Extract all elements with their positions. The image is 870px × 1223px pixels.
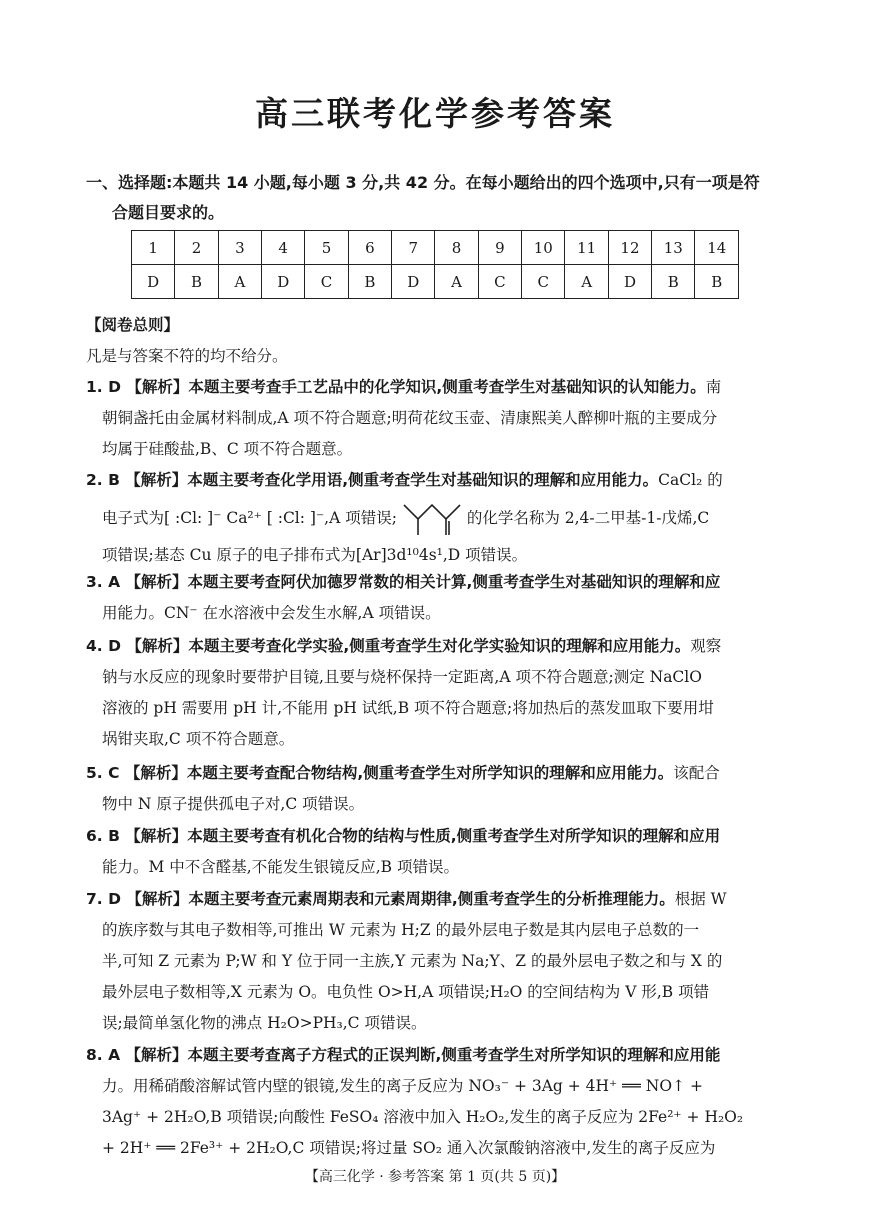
question-number-cell: 1 <box>132 231 175 265</box>
grading-rules <box>86 310 798 372</box>
solution-line: 5. C 【解析】本题主要考查配合物结构,侧重考查学生对所学知识的理解和应用能力。该配合 <box>86 764 720 782</box>
question-number-cell: 3 <box>218 231 261 265</box>
answer-cell: C <box>305 265 348 299</box>
solution-line: 物中 N 原子提供孤电子对,C 项错误。 <box>102 795 365 813</box>
solution-line: 的族序数与其电子数相等,可推出 W 元素为 H;Z 的最外层电子数是其内层电子总数的一 <box>102 921 700 939</box>
answer-letter-row <box>132 265 739 299</box>
solution-4 <box>86 631 798 755</box>
solution-1 <box>86 372 798 465</box>
solution-line: 7. D 【解析】本题主要考查元素周期表和元素周期律,侧重考查学生的分析推理能力。根据 W <box>86 890 727 908</box>
skeletal-structure-icon <box>402 501 462 537</box>
question-number-cell: 8 <box>435 231 478 265</box>
solution-line: 电子式为[ :Cl: ]⁻ Ca²⁺ [ :Cl: ]⁻,A 项错误; 的化学名称为 2,4-二甲基-1-戊烯,C <box>86 496 798 540</box>
question-number-cell: 13 <box>652 231 695 265</box>
answer-cell: D <box>392 265 435 299</box>
solution-line: + 2H⁺ ══ 2Fe³⁺ + 2H₂O,C 项错误;将过量 SO₂ 通入次氯酸钠溶液中,发生的离子反应为 <box>102 1139 716 1157</box>
answer-cell: A <box>435 265 478 299</box>
answer-cell: A <box>218 265 261 299</box>
solution-line: 朝铜盏托由金属材料制成,A 项不符合题意;明荷花纹玉壶、清康熙美人醉柳叶瓶的主要成分 <box>102 409 718 427</box>
question-number-cell: 9 <box>478 231 521 265</box>
rules-heading: 【阅卷总则】 <box>86 316 180 334</box>
section-heading <box>86 168 806 228</box>
solution-8 <box>86 1040 798 1164</box>
question-number-cell: 11 <box>565 231 608 265</box>
answer-cell: D <box>608 265 651 299</box>
solution-7 <box>86 884 798 1039</box>
solution-line: 均属于硅酸盐,B、C 项不符合题意。 <box>102 440 353 458</box>
section-line-2: 合题目要求的。 <box>112 203 225 222</box>
question-number-cell: 6 <box>348 231 391 265</box>
solution-3 <box>86 567 798 629</box>
solution-line: 能力。M 中不含醛基,不能发生银镜反应,B 项错误。 <box>102 858 459 876</box>
solution-line: 最外层电子数相等,X 元素为 O。电负性 O>H,A 项错误;H₂O 的空间结构为 V 形,B 项错 <box>102 983 710 1001</box>
page-footer: 【高三化学 · 参考答案 第 1 页(共 5 页)】 <box>304 1169 566 1185</box>
question-number-cell: 10 <box>522 231 565 265</box>
solution-6 <box>86 821 798 883</box>
answer-cell: D <box>132 265 175 299</box>
answer-cell: D <box>262 265 305 299</box>
solution-line: 钠与水反应的现象时要带护目镜,且要与烧杯保持一定距离,A 项不符合题意;测定 NaClO <box>102 668 702 686</box>
answer-cell: A <box>565 265 608 299</box>
solution-line: 项错误;基态 Cu 原子的电子排布式为[Ar]3d¹⁰4s¹,D 项错误。 <box>102 546 528 564</box>
answer-cell: C <box>478 265 521 299</box>
section-line-1: 一、选择题:本题共 14 小题,每小题 3 分,共 42 分。在每小题给出的四个选项中,只有一项是符 <box>86 173 760 192</box>
question-number-cell: 12 <box>608 231 651 265</box>
solution-2 <box>86 465 798 571</box>
answer-cell: C <box>522 265 565 299</box>
rules-text: 凡是与答案不符的均不给分。 <box>86 347 288 365</box>
solution-line: 用能力。CN⁻ 在水溶液中会发生水解,A 项错误。 <box>102 604 441 622</box>
solution-line: 溶液的 pH 需要用 pH 计,不能用 pH 试纸,B 项不符合题意;将加热后的蒸发皿取下要用坩 <box>102 699 714 717</box>
solution-line: 1. D 【解析】本题主要考查手工艺品中的化学知识,侧重考查学生对基础知识的认知能力。南 <box>86 378 722 396</box>
answer-cell: B <box>652 265 695 299</box>
question-number-cell: 14 <box>695 231 739 265</box>
question-number-cell: 5 <box>305 231 348 265</box>
solution-line: 8. A 【解析】本题主要考查离子方程式的正误判断,侧重考查学生对所学知识的理解和应用能 <box>86 1046 721 1064</box>
solution-5 <box>86 758 798 820</box>
solution-line: 力。用稀硝酸溶解试管内壁的银镜,发生的离子反应为 NO₃⁻ + 3Ag + 4H⁺ ══ NO↑ + <box>102 1077 703 1095</box>
solution-line: 2. B 【解析】本题主要考查化学用语,侧重考查学生对基础知识的理解和应用能力。CaCl₂ 的 <box>86 471 723 489</box>
electron-formula: [ :Cl: ]⁻ Ca²⁺ [ :Cl: ]⁻ <box>164 509 325 527</box>
solution-line: 埚钳夹取,C 项不符合题意。 <box>102 730 295 748</box>
answer-cell: B <box>175 265 218 299</box>
solution-line: 6. B 【解析】本题主要考查有机化合物的结构与性质,侧重考查学生对所学知识的理解和应用 <box>86 827 721 845</box>
question-number-cell: 4 <box>262 231 305 265</box>
solution-line: 半,可知 Z 元素为 P;W 和 Y 位于同一主族,Y 元素为 Na;Y、Z 的最外层电子数之和与 X 的 <box>102 952 723 970</box>
answer-cell: B <box>695 265 739 299</box>
solution-line: 3Ag⁺ + 2H₂O,B 项错误;向酸性 FeSO₄ 溶液中加入 H₂O₂,发生的离子反应为 2Fe²⁺ + H₂O₂ <box>102 1108 744 1126</box>
question-number-cell: 2 <box>175 231 218 265</box>
answer-table <box>131 230 739 299</box>
solution-line: 误;最简单氢化物的沸点 H₂O>PH₃,C 项错误。 <box>102 1014 427 1032</box>
answer-cell: B <box>348 265 391 299</box>
solution-line: 4. D 【解析】本题主要考查化学实验,侧重考查学生对化学实验知识的理解和应用能力。观察 <box>86 637 722 655</box>
answer-number-row <box>132 231 739 265</box>
question-number-cell: 7 <box>392 231 435 265</box>
page-title: 高三联考化学参考答案 <box>255 94 615 133</box>
solution-line: 3. A 【解析】本题主要考查阿伏加德罗常数的相关计算,侧重考查学生对基础知识的理解和应 <box>86 573 721 591</box>
